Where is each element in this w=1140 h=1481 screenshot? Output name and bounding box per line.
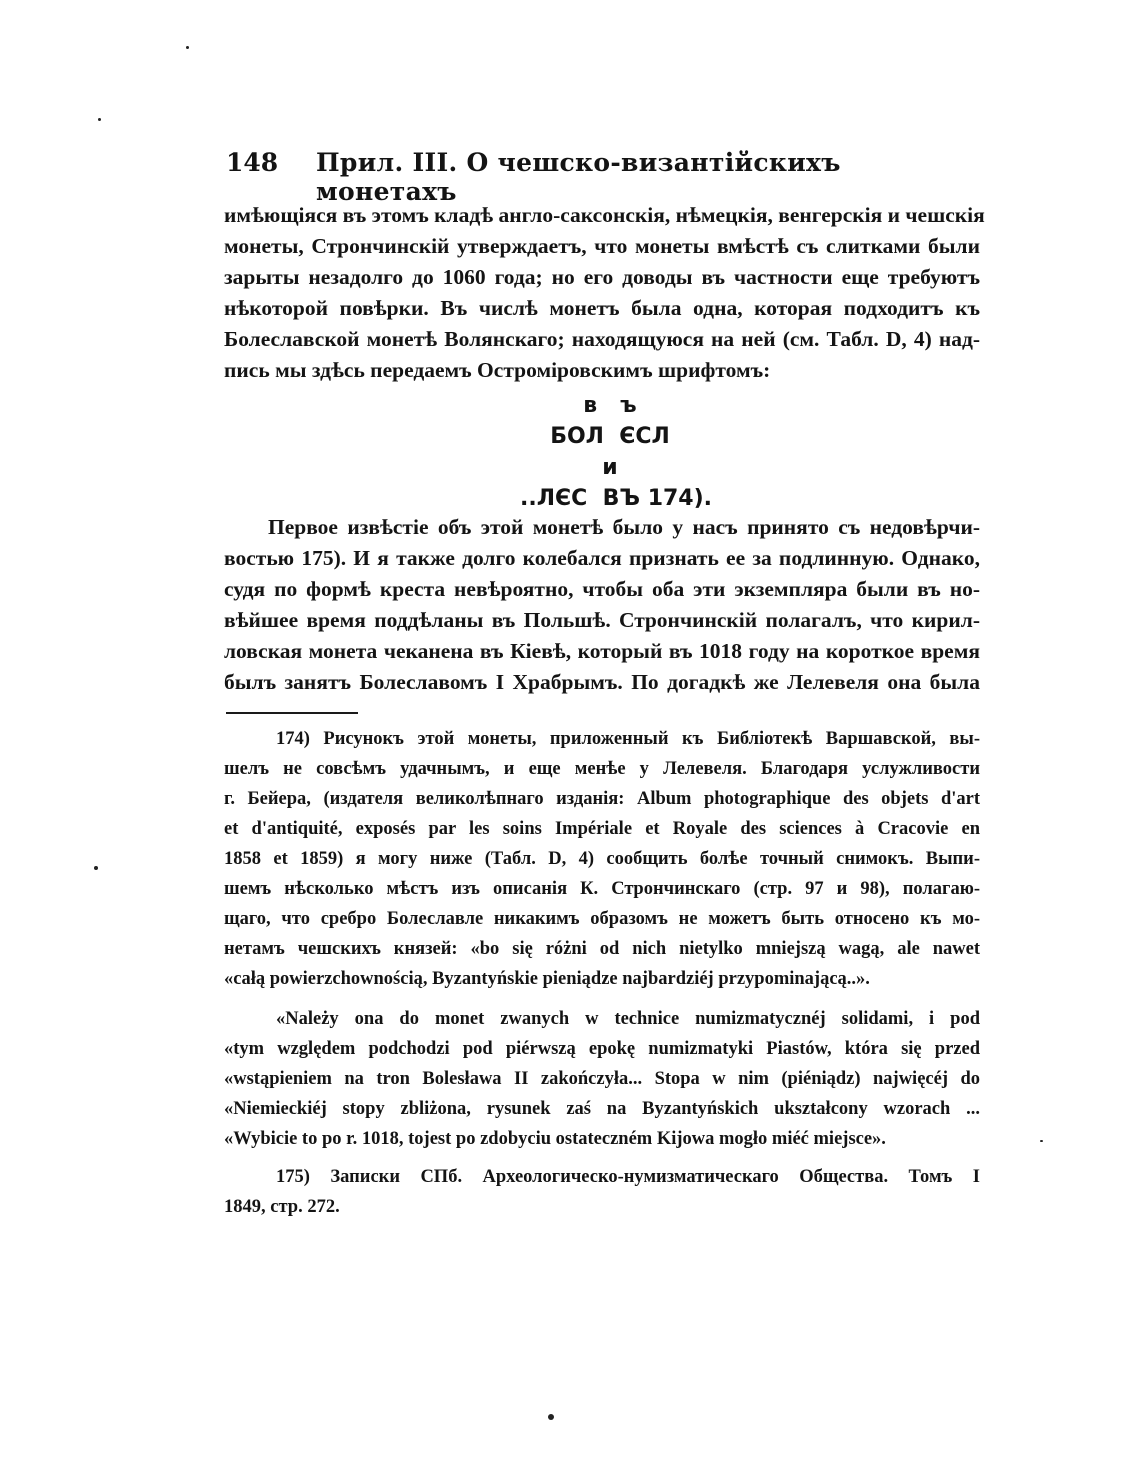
coin-inscription (520, 390, 713, 514)
footnote-line: щаго, что сребро Болеславле никакимъ образомъ не можетъ быть относено къ мо- (224, 909, 980, 929)
quote-line: «wstąpieniem na tron Bolesława II zakończyła... Stopa w nim (piéniądz) najwięcéj do (224, 1069, 980, 1089)
footnote-line: нетамъ чешскихъ князей: «bo się różni od nich nietylko mniejszą wagą, ale nawet (224, 939, 980, 959)
footnote-line: шемъ нѣсколько мѣстъ изъ описанія К. Стpончинскаго (стр. 97 и 98), полагаю- (224, 879, 980, 899)
text-line: вѣйшее время поддѣланы въ Польшѣ. Стpончинскій полагалъ, что кирил- (224, 608, 980, 632)
text-line: пись мы здѣсь передаемъ Остроміровскимъ шрифтомъ: (224, 358, 771, 382)
footnote-line: 174) Рисунокъ этой монеты, приложенный къ Библіотекѣ Варшавской, вы- (276, 729, 980, 749)
text-line: нѣкоторой повѣрки. Въ числѣ монетъ была одна, которая подходитъ къ (224, 296, 980, 320)
polish-quote (224, 1004, 980, 1154)
footnote-174 (224, 724, 980, 994)
text-line: ловская монета чеканена въ Кіевѣ, который въ 1018 году на короткое время (224, 639, 980, 663)
scan-speck (548, 1414, 554, 1420)
text-line: судя по формѣ креста невѣроятно, чтобы оба эти экземпляра были въ но- (224, 577, 980, 601)
inscription-row: и (602, 455, 618, 480)
text-line: монеты, Стpончинскій утверждаетъ, что монеты вмѣстѣ съ слитками были (224, 234, 980, 258)
footnote-separator (226, 712, 358, 714)
running-title: Прил. III. О чешско-византійскихъ монетахъ (316, 148, 841, 206)
text-line: зарыты незадолго до 1060 года; но его доводы въ частности еще требуютъ (224, 265, 980, 289)
inscription-row: ..ЛЄС ВЪ 174). (520, 486, 713, 511)
quote-line: «tym względem podchodzi pod piérwszą epokę numizmatyki Piastów, która się przed (224, 1039, 980, 1059)
footnote-line: 1858 et 1859) я могу ниже (Табл. D, 4) сообщить болѣе точный снимокъ. Выпи- (224, 849, 980, 869)
footnote-line: 175) Записки СПб. Археологическо-нумизматическаго Общества. Томъ I (276, 1167, 980, 1187)
scan-speck (1040, 1140, 1043, 1142)
quote-line: «Należy ona do monet zwanych w technice numizmatycznéj solidami, i pod (276, 1009, 980, 1029)
quote-line: «Wybicie to po r. 1018, tojest po zdobyciu ostateczném Kijowa mogło miéć miejsce». (224, 1129, 886, 1149)
footnote-175 (224, 1162, 980, 1222)
footnote-line: 1849, стр. 272. (224, 1197, 340, 1217)
footnote-line: шелъ не совсѣмъ удачнымъ, и еще менѣе у Лелевеля. Благодаря услужливости (224, 759, 980, 779)
scan-speck (94, 866, 98, 870)
footnote-line: «całą powierzchownością, Byzantyńskie pieniądze najbardziéj przypominającą..». (224, 969, 870, 989)
inscription-row: БОЛ ЄСЛ (550, 424, 670, 449)
footnote-line: г. Бейера, (издателя великолѣпнаго изданія: Album photographique des objets d'art (224, 789, 980, 809)
scan-speck (186, 46, 189, 49)
scan-speck (98, 118, 101, 121)
footnote-line: et d'antiquité, exposés par les soins Impériale et Royale des sciences à Cracovie en (224, 819, 980, 839)
text-line: Первое извѣстіе объ этой монетѣ было у насъ принято съ недовѣрчи- (268, 515, 980, 539)
paragraph-1 (224, 200, 985, 386)
text-line: Болеславской монетѣ Волянскаго; находящуюся на ней (см. Табл. D, 4) над- (224, 327, 980, 351)
paragraph-2 (224, 512, 980, 698)
running-header (226, 148, 986, 206)
text-line: былъ занятъ Болеславомъ I Храбрымъ. По догадкѣ же Лелевеля она была (224, 670, 980, 694)
inscription-row: в ъ (583, 393, 637, 418)
page-number: 148 (226, 148, 279, 177)
text-line: востью 175). И я также долго колебался признать ее за подлинную. Однако, (224, 546, 980, 570)
text-line: имѣющіяся въ этомъ кладѣ англо-саксонскія, нѣмецкія, венгерскія и чешскія (224, 203, 985, 227)
quote-line: «Niemieckiéj stopy zbliżona, rysunek zaś na Byzantyńskich ukształcony wzorach ... (224, 1099, 980, 1119)
